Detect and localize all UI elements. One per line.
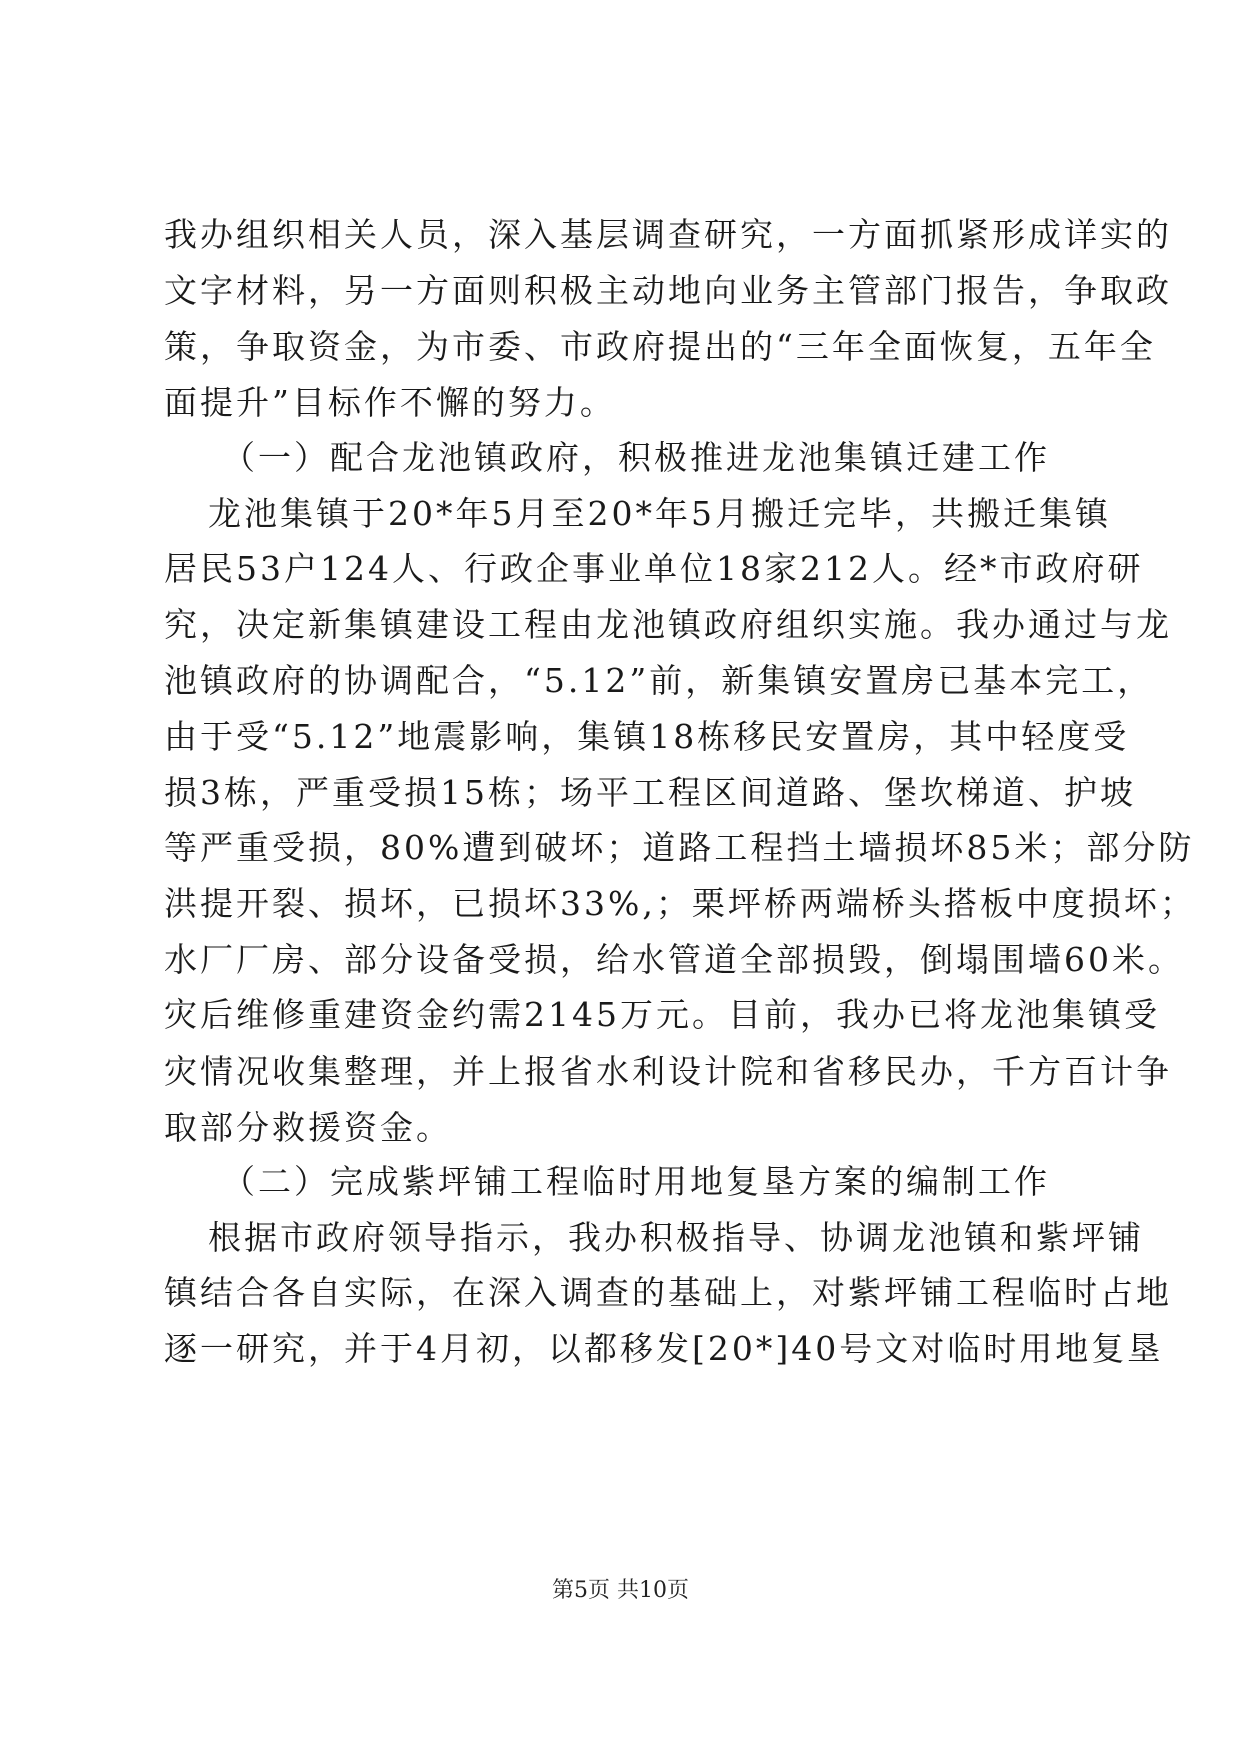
paragraph-line: 策，争取资金，为市委、市政府提出的“三年全面恢复，五年全 <box>164 327 1156 366</box>
paragraph-line: 等严重受损，80%遭到破坏；道路工程挡土墙损坏85米；部分防 <box>164 828 1195 867</box>
paragraph-line: 灾情况收集整理，并上报省水利设计院和省移民办，千方百计争 <box>164 1052 1172 1091</box>
paragraph-line: 灾后维修重建资金约需2145万元。目前，我办已将龙池集镇受 <box>164 995 1160 1034</box>
paragraph-line: 逐一研究，并于4月初，以都移发[20*]40号文对临时用地复垦 <box>164 1329 1164 1368</box>
section-heading-1: （一）配合龙池镇政府，积极推进龙池集镇迁建工作 <box>222 438 1050 477</box>
paragraph-line: 洪提开裂、损坏，已损坏33%,；栗坪桥两端桥头搭板中度损坏； <box>164 884 1196 923</box>
paragraph-line: 龙池集镇于20*年5月至20*年5月搬迁完毕，共搬迁集镇 <box>208 494 1111 533</box>
page-footer: 第5页 共10页 <box>552 1578 689 1603</box>
paragraph-line: 池镇政府的协调配合，“5.12”前，新集镇安置房已基本完工， <box>164 661 1154 700</box>
paragraph-line: 由于受“5.12”地震影响，集镇18栋移民安置房，其中轻度受 <box>164 717 1130 756</box>
paragraph-line: 取部分救援资金。 <box>164 1108 452 1147</box>
paragraph-line: 面提升”目标作不懈的努力。 <box>164 383 616 422</box>
paragraph-line: 我办组织相关人员，深入基层调查研究，一方面抓紧形成详实的 <box>164 215 1172 254</box>
section-heading-2: （二）完成紫坪铺工程临时用地复垦方案的编制工作 <box>222 1162 1050 1201</box>
paragraph-line: 根据市政府领导指示，我办积极指导、协调龙池镇和紫坪铺 <box>208 1218 1144 1257</box>
paragraph-line: 镇结合各自实际，在深入调查的基础上，对紫坪铺工程临时占地 <box>164 1273 1172 1312</box>
paragraph-line: 文字材料，另一方面则积极主动地向业务主管部门报告，争取政 <box>164 271 1172 310</box>
paragraph-line: 居民53户124人、行政企事业单位18家212人。经*市政府研 <box>164 549 1144 588</box>
paragraph-line: 水厂厂房、部分设备受损，给水管道全部损毁，倒塌围墙60米。 <box>164 940 1184 979</box>
paragraph-line: 究，决定新集镇建设工程由龙池镇政府组织实施。我办通过与龙 <box>164 605 1172 644</box>
paragraph-line: 损3栋，严重受损15栋；场平工程区间道路、堡坎梯道、护坡 <box>164 773 1136 812</box>
